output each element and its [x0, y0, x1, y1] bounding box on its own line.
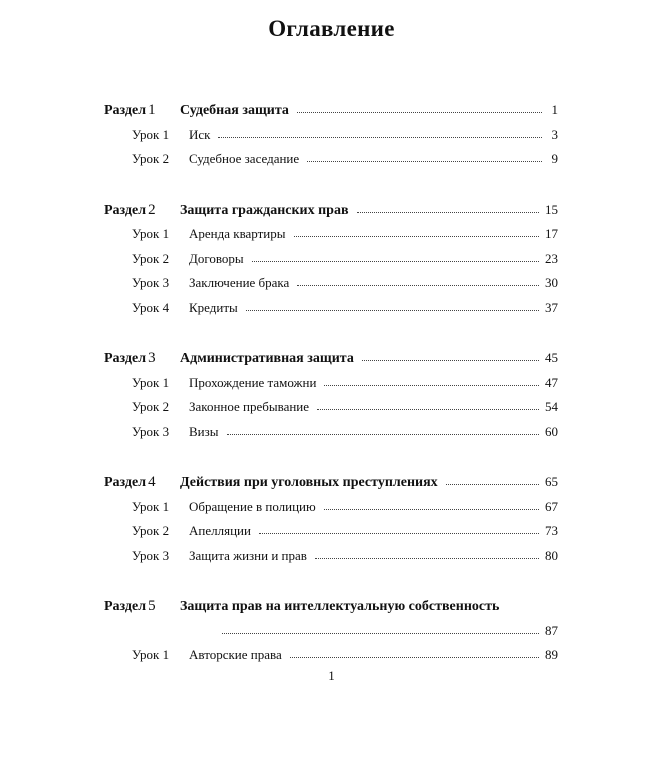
page-number: 23 — [545, 250, 558, 266]
page-number: 54 — [545, 399, 558, 414]
section-number: Раздел 5 — [104, 598, 156, 614]
lesson-number: Урок 1 — [132, 374, 170, 390]
lesson-title: Кредиты — [189, 299, 238, 315]
section-title: Действия при уголовных преступлениях — [180, 475, 438, 490]
lesson-title: Договоры — [189, 250, 244, 266]
dot-leader — [297, 285, 539, 286]
lesson-entry[interactable] — [104, 499, 558, 524]
page-number: 87 — [545, 622, 558, 638]
page-number: 47 — [545, 374, 558, 390]
dot-leader — [290, 657, 539, 658]
section-entry[interactable] — [104, 474, 558, 499]
lesson-title: Визы — [189, 423, 219, 439]
section-number: Раздел 3 — [104, 350, 156, 366]
page-number: 65 — [545, 474, 558, 489]
dot-leader — [307, 161, 542, 162]
lesson-entry[interactable] — [104, 275, 558, 300]
lesson-entry[interactable] — [104, 151, 558, 176]
lesson-entry[interactable] — [104, 226, 558, 251]
lesson-title: Прохождение таможни — [189, 374, 317, 390]
lesson-title: Обращение в полицию — [189, 498, 316, 514]
footer-page-number: 1 — [328, 668, 335, 683]
lesson-title: Судебное заседание — [189, 151, 300, 166]
section-title: Защита прав на интеллектуальную собственность — [180, 599, 500, 614]
toc-section-5 — [104, 598, 558, 672]
page-number: 30 — [545, 275, 558, 290]
dot-leader — [227, 434, 540, 435]
lesson-number: Урок 2 — [132, 250, 170, 266]
page-number: 15 — [545, 201, 558, 217]
lesson-title: Аренда квартиры — [189, 226, 286, 241]
lesson-title: Апелляции — [189, 523, 251, 538]
dot-leader — [297, 112, 542, 113]
dot-leader — [259, 533, 539, 534]
section-title: Административная защита — [180, 351, 354, 366]
dot-leader — [222, 633, 539, 634]
toc-section-4 — [104, 474, 558, 572]
lesson-number: Урок 1 — [132, 226, 170, 241]
dot-leader — [317, 409, 539, 410]
page-number: 89 — [545, 647, 558, 662]
page-number: 73 — [545, 523, 558, 538]
toc-section-1 — [104, 102, 558, 176]
page-number: 37 — [545, 299, 558, 315]
section-number: Раздел 2 — [104, 201, 156, 218]
lesson-number: Урок 4 — [132, 299, 170, 315]
lesson-title: Защита жизни и прав — [189, 547, 307, 563]
lesson-number: Урок 1 — [132, 498, 170, 514]
dot-leader — [446, 484, 539, 485]
section-title: Судебная защита — [180, 103, 289, 118]
lesson-number: Урок 2 — [132, 399, 170, 414]
page-number: 60 — [545, 423, 558, 439]
section-entry[interactable] — [104, 598, 558, 623]
lesson-number: Урок 2 — [132, 523, 170, 538]
section-number: Раздел 4 — [104, 474, 156, 490]
lesson-entry[interactable] — [104, 127, 558, 152]
lesson-number: Урок 3 — [132, 423, 170, 439]
dot-leader — [294, 236, 539, 237]
section-number: Раздел 1 — [104, 102, 156, 118]
lesson-title: Заключение брака — [189, 275, 290, 290]
dot-leader — [362, 360, 539, 361]
lesson-entry[interactable] — [104, 548, 558, 573]
lesson-number: Урок 3 — [132, 275, 170, 290]
toc-section-3 — [104, 350, 558, 448]
page-number: 45 — [545, 350, 558, 365]
page-number: 80 — [545, 547, 558, 563]
dot-leader — [252, 261, 539, 262]
lesson-entry[interactable] — [104, 251, 558, 276]
toc-section-2 — [104, 202, 558, 325]
section-entry[interactable] — [104, 350, 558, 375]
page-number: 9 — [551, 151, 558, 166]
dot-leader — [324, 509, 539, 510]
lesson-entry[interactable] — [104, 523, 558, 548]
lesson-entry[interactable] — [104, 375, 558, 400]
page-number: 17 — [545, 226, 558, 241]
section-entry[interactable] — [104, 202, 558, 227]
lesson-entry[interactable] — [104, 300, 558, 325]
lesson-title: Авторские права — [189, 647, 282, 662]
lesson-entry[interactable] — [104, 399, 558, 424]
lesson-title: Иск — [189, 126, 211, 142]
lesson-title: Законное пребывание — [189, 399, 310, 414]
lesson-entry[interactable] — [104, 424, 558, 449]
dot-leader — [315, 558, 539, 559]
section-entry-continuation[interactable] — [104, 623, 558, 648]
page-number: 67 — [545, 498, 558, 514]
section-title: Защита гражданских прав — [180, 202, 349, 218]
lesson-number: Урок 3 — [132, 547, 170, 563]
page-number: 1 — [551, 102, 558, 117]
lesson-number: Урок 1 — [132, 126, 170, 142]
dot-leader — [218, 137, 542, 138]
dot-leader — [324, 385, 539, 386]
dot-leader — [357, 212, 539, 213]
section-entry[interactable] — [104, 102, 558, 127]
table-of-contents — [104, 102, 558, 698]
lesson-number: Урок 1 — [132, 647, 170, 662]
lesson-number: Урок 2 — [132, 151, 170, 166]
page-number: 3 — [551, 126, 558, 142]
dot-leader — [246, 310, 539, 311]
page-title: Оглавление — [268, 16, 395, 41]
